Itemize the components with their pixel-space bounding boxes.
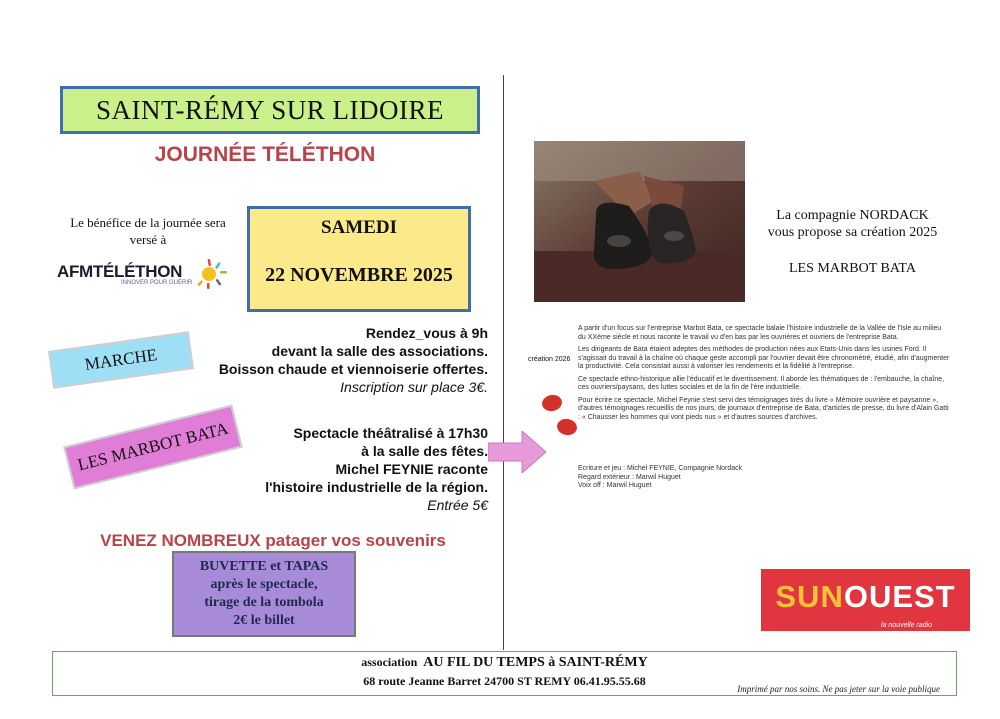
footer-assoc-name: AU FIL DU TEMPS à SAINT-RÉMY <box>423 655 648 670</box>
page-title <box>60 86 480 134</box>
marche-tag <box>48 331 194 388</box>
buvette-line-4: 2€ le billet <box>233 613 295 628</box>
afm-logo-tagline: INNOVER POUR GUÉRIR <box>121 280 193 286</box>
sunouest-logo <box>761 569 970 631</box>
marbot-title-right: LES MARBOT BATA <box>789 261 916 276</box>
spectacle-line-1: Spectacle théâtralisé à 17h30 <box>293 425 488 441</box>
date-full: 22 NOVEMBRE 2025 <box>265 264 453 286</box>
spectacle-line-2: à la salle des fêtes. <box>361 443 488 459</box>
footer-association <box>53 655 956 671</box>
sun-icon <box>195 256 231 292</box>
credit-line-1: Ecriture et jeu : Michel FEYNIE, Compagnie Nordack <box>578 465 743 472</box>
afm-telethon-logo <box>57 260 237 296</box>
marbot-tag-label: LES MARBOT BATA <box>75 418 230 475</box>
footer-printed-note: Imprimé par nos soins. Ne pas jeter sur la voie publique <box>737 684 940 694</box>
credit-line-3: Voix off : Marwil Huguet <box>578 482 652 489</box>
marche-line-4: Inscription sur place 3€. <box>340 379 488 395</box>
boots-photo <box>534 141 745 302</box>
date-box <box>247 206 471 312</box>
afm-logo-text: AFMTÉLÉTHON <box>57 262 183 281</box>
arrow-right-icon <box>488 431 546 473</box>
footer-box <box>52 651 957 696</box>
credit-line-2: Regard extérieur : Marwil Huguet <box>578 473 681 481</box>
creation-label: création 2026 <box>528 356 571 363</box>
sunouest-tagline: la nouvelle radio <box>881 622 932 629</box>
nordack-line-2: vous propose sa création 2025 <box>767 225 938 240</box>
footer-address: 68 route Jeanne Barret 24700 ST REMY 06.41.95.55.68 <box>363 674 646 688</box>
page-title-text: SAINT-RÉMY SUR LIDOIRE <box>95 94 444 125</box>
sunouest-part-1: SUN <box>775 579 844 614</box>
marche-line-3: Boisson chaude et viennoiserie offertes. <box>218 361 488 377</box>
poppy-icon <box>541 393 564 413</box>
sunouest-part-2: OUEST <box>843 579 956 614</box>
show-credits <box>578 465 878 491</box>
marche-line-2: devant la salle des associations. <box>271 343 488 359</box>
nordack-intro <box>750 207 955 241</box>
date-day: SAMEDI <box>320 217 397 238</box>
marche-details <box>186 324 488 396</box>
center-divider <box>503 75 504 650</box>
event-subtitle: JOURNÉE TÉLÉTHON <box>154 143 376 166</box>
desc-paragraph-1: A partir d'un focus sur l'entreprise Marbot Bata, ce spectacle balaie l'histoire industrielle de la Vallée de l'Isle au milieu du XXème siècle et nous raconte le travail vu d'en bas par les ouvrières et ouvriers de l'entreprise Bata. <box>578 325 942 341</box>
desc-paragraph-3: Ce spectacle ethno-historique allie l'éducatif et le divertissement. Il aborde les thématiques de : l'embauche, la chaîne, ces ouvriers/paysans, des luttes sociales et de la fin de l'ère industrielle. <box>578 375 945 391</box>
desc-paragraph-2: Les dirigeants de Bata étaient adeptes des méthodes de production nées aux Etats-Unis dans les usines Ford. Il s'agissait du travail à la chaîne où chaque geste accompli par l'ouvrier devait être chronométré, étudié, afin d'augmenter la productivité. Cela consistait aussi à valoriser les rendements et la fidélité à l'entreprise. <box>578 346 950 370</box>
marche-tag-label: MARCHE <box>83 345 159 374</box>
spectacle-details <box>196 424 488 514</box>
benefit-line-1: Le bénéfice de la journée sera <box>70 215 226 230</box>
benefit-line-2: versé à <box>129 232 167 247</box>
buvette-line-2: après le spectacle, <box>210 577 318 592</box>
buvette-box <box>172 551 356 637</box>
benefit-text <box>58 214 238 248</box>
spectacle-line-3: Michel FEYNIE raconte <box>335 461 488 477</box>
buvette-line-3: tirage de la tombola <box>204 595 324 610</box>
footer-assoc-prefix: association <box>361 655 418 669</box>
buvette-line-1: BUVETTE et TAPAS <box>199 559 329 574</box>
marche-line-1: Rendez_vous à 9h <box>365 325 488 341</box>
sunouest-wordmark <box>761 579 970 615</box>
spectacle-line-4: l'histoire industrielle de la région. <box>265 479 488 495</box>
desc-paragraph-4: Pour écrire ce spectacle, Michel Feynie s'est servi des témoignages tirés du livre « Mémoire ouvrière et paysanne », d'autres témoignages recueillis de nos jours, de journaux d'entreprise de Bata, d'articles de presse, du livre d'Alain Gatti : « Chausser les hommes qui vont pieds nus » et d'autres sources d'archives. <box>578 396 949 421</box>
venez-nombreux: VENEZ NOMBREUX patager vos souvenirs <box>100 531 446 550</box>
poppy-icon <box>556 417 578 436</box>
nordack-line-1: La compagnie NORDACK <box>776 208 929 223</box>
show-description <box>578 325 950 426</box>
spectacle-line-5: Entrée 5€ <box>427 497 488 513</box>
